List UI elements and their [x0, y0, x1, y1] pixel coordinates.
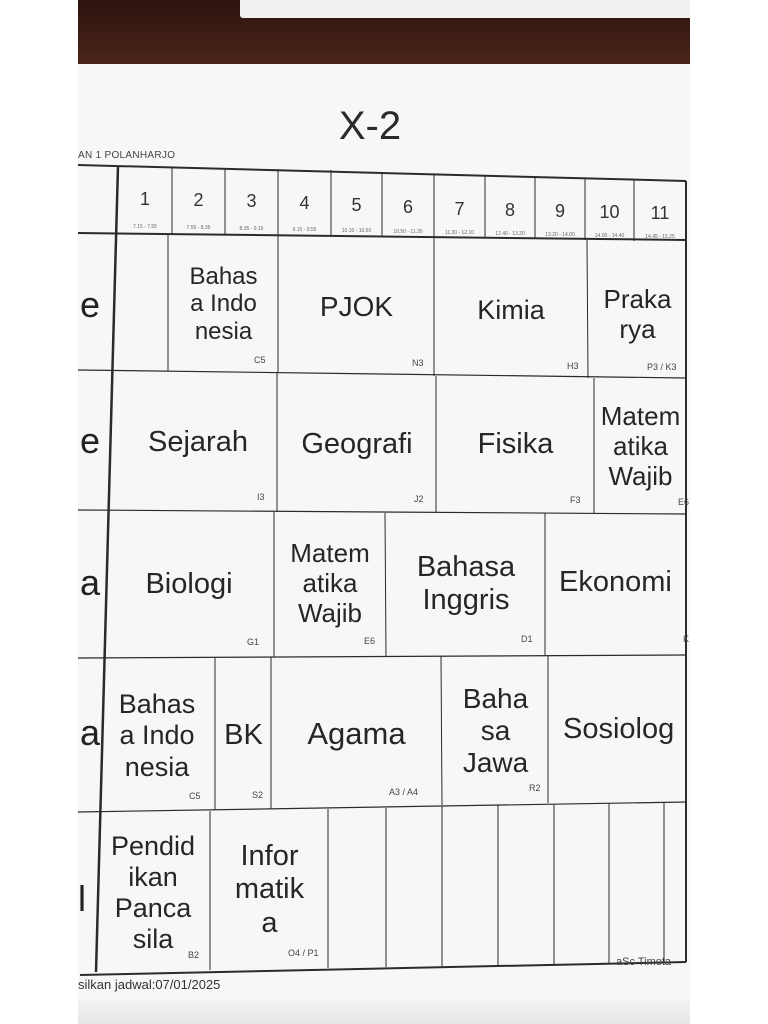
- lesson-subject: Matem atika Wajib: [600, 401, 681, 491]
- lesson-subject: Fisika: [477, 428, 554, 461]
- period-time: 14.00 - 14.40: [594, 233, 625, 239]
- period-number: 3: [246, 191, 257, 211]
- period-time: 7.15 - 7.55: [133, 224, 157, 230]
- period-number: 5: [351, 195, 362, 215]
- lesson-subject: BK: [224, 719, 263, 752]
- lesson-subject: Biologi: [145, 568, 233, 601]
- period-number: 7: [454, 199, 465, 219]
- period-number: 1: [139, 189, 150, 209]
- period-time: 9.15 - 9.55: [292, 227, 317, 233]
- room-code: B2: [188, 950, 200, 960]
- lesson-subject: Kimia: [477, 295, 545, 326]
- period-number: 11: [650, 203, 670, 223]
- lesson-subject: Bahasa Inggris: [416, 550, 516, 616]
- lesson-subject: PJOK: [319, 290, 394, 322]
- room-code: H3: [567, 361, 579, 371]
- room-code: S2: [252, 790, 264, 800]
- period-number: 4: [299, 193, 310, 213]
- lesson-subject: Infor matik a: [234, 839, 305, 939]
- period-number: 10: [599, 202, 620, 222]
- room-code: A3 / A4: [389, 787, 419, 797]
- period-time: 11.30 - 12.10: [444, 230, 475, 236]
- room-code: F3: [570, 495, 581, 505]
- room-code: E6: [364, 636, 376, 646]
- room-code: C5: [254, 355, 266, 365]
- day-label: a: [80, 562, 101, 603]
- period-time: 7.55 - 8.35: [186, 225, 211, 231]
- day-label: a: [80, 712, 101, 753]
- period-number: 2: [193, 190, 204, 210]
- lesson-subject: Bahas a Indo nesia: [118, 689, 196, 782]
- room-code: J2: [414, 494, 424, 504]
- lesson-subject: Sosiolog: [563, 713, 675, 746]
- lesson-subject: Matem atika Wajib: [290, 538, 370, 628]
- lesson-subject: Geografi: [301, 428, 413, 461]
- period-time: 13.20 - 14.00: [545, 232, 575, 238]
- period-number: 9: [554, 201, 565, 221]
- room-code: I3: [257, 492, 265, 502]
- period-time: 10.10 - 10.50: [341, 228, 372, 234]
- school-name: AN 1 POLANHARJO: [78, 150, 176, 161]
- lesson-subject: Praka rya: [603, 284, 672, 344]
- day-label: l: [78, 878, 86, 919]
- period-number: 8: [504, 200, 515, 220]
- class-title: X-2: [338, 104, 402, 148]
- generated-date: silkan jadwal:07/01/2025: [78, 977, 221, 992]
- room-code: C5: [189, 791, 201, 801]
- room-code: R2: [529, 783, 541, 793]
- period-time: 8.35 - 9.15: [239, 226, 264, 232]
- room-code: N3: [412, 358, 424, 368]
- period-time: 10.50 - 11.30: [393, 229, 423, 235]
- lesson-subject: Agama: [307, 716, 406, 752]
- day-label: e: [80, 420, 101, 461]
- generator-brand: aSc Timeta: [616, 956, 672, 968]
- lesson-subject: Ekonomi: [559, 566, 672, 599]
- room-code: P3 / K3: [647, 362, 677, 372]
- period-time: 14.45 - 15.25: [645, 234, 675, 240]
- room-code: E6: [678, 497, 690, 507]
- room-code: D1: [521, 634, 533, 644]
- room-code: G1: [247, 637, 260, 647]
- lesson-subject: Sejarah: [148, 426, 248, 459]
- period-time: 12.40 - 13.20: [495, 231, 525, 237]
- room-code: K: [683, 634, 690, 644]
- period-number: 6: [402, 197, 413, 217]
- lesson-subject: Pendid ikan Panca sila: [110, 830, 196, 955]
- room-code: O4 / P1: [288, 948, 319, 958]
- day-label: e: [80, 284, 101, 325]
- lesson-subject: Baha sa Jawa: [462, 682, 529, 779]
- lesson-subject: Bahas a Indo nesia: [189, 262, 258, 345]
- paper-bottom-edge: [78, 1000, 690, 1024]
